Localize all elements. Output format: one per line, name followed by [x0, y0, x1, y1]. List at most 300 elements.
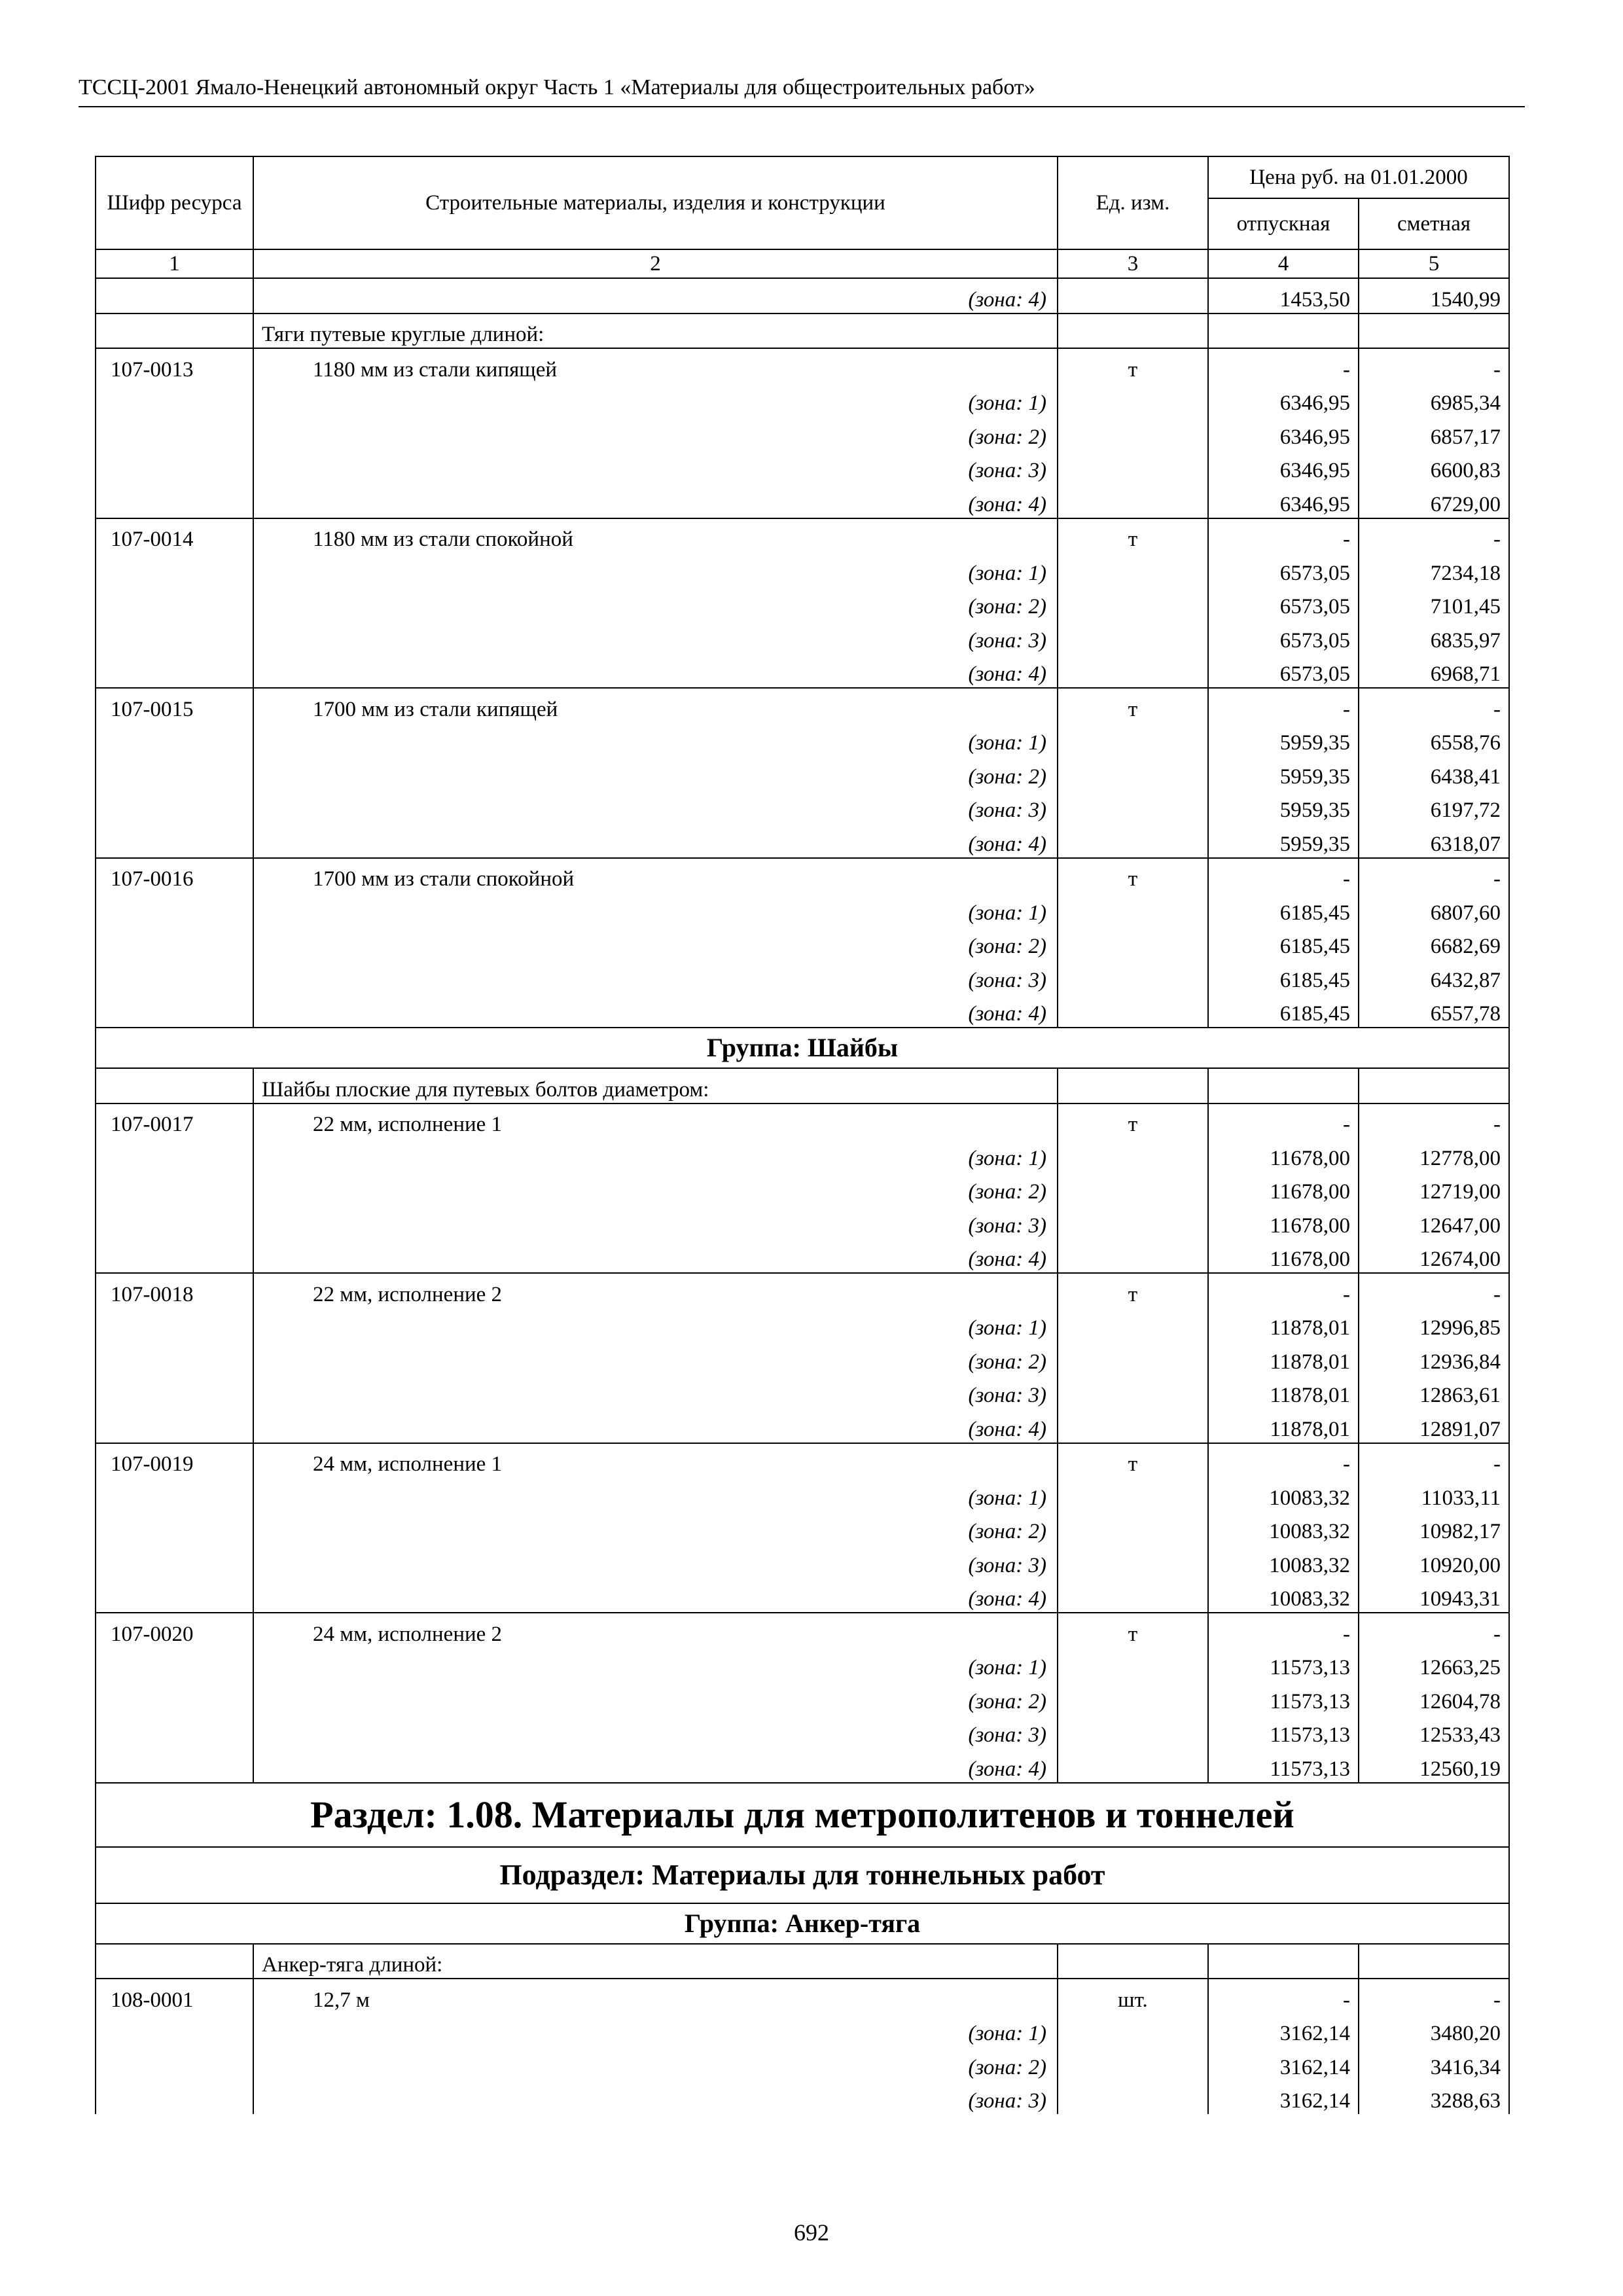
unit-cell [1058, 2047, 1208, 2081]
release-price: 6573,05 [1208, 620, 1359, 654]
estimate-price: 12936,84 [1359, 1341, 1509, 1375]
code-cell [96, 1239, 253, 1274]
header-rule [79, 106, 1525, 107]
release-price: 10083,32 [1208, 1545, 1359, 1579]
unit-cell [1058, 960, 1208, 994]
estimate-price: 1540,99 [1359, 278, 1509, 314]
zone-label: (зона: 2) [253, 2047, 1058, 2081]
zone-label: (зона: 4) [253, 1579, 1058, 1613]
unit-cell [1058, 383, 1208, 417]
zone-price-row [96, 620, 1509, 654]
release-price-cell [1208, 1944, 1359, 1979]
price-table [95, 156, 1510, 2114]
unit-cell [1058, 1944, 1208, 1979]
material-name: 1180 мм из стали спокойной [253, 518, 1058, 553]
unit-cell [1058, 723, 1208, 757]
estimate-price: 6438,41 [1359, 756, 1509, 790]
zone-price-row [96, 2047, 1509, 2081]
estimate-price: 11033,11 [1359, 1477, 1509, 1511]
col-number-5: 5 [1359, 249, 1509, 278]
zone-label: (зона: 2) [253, 756, 1058, 790]
table-row [96, 1443, 1509, 1478]
material-name: 24 мм, исполнение 1 [253, 1443, 1058, 1478]
unit-cell [1058, 1545, 1208, 1579]
release-price: 3162,14 [1208, 2047, 1359, 2081]
release-price: 5959,35 [1208, 756, 1359, 790]
code-cell [96, 994, 253, 1028]
release-price: - [1208, 1443, 1359, 1478]
zone-label: (зона: 3) [253, 620, 1058, 654]
zone-label: (зона: 2) [253, 926, 1058, 960]
zone-label: (зона: 2) [253, 586, 1058, 620]
code-cell [96, 723, 253, 757]
group-heading-row [96, 1028, 1509, 1068]
unit-cell [1058, 1341, 1208, 1375]
code-cell [96, 654, 253, 689]
estimate-price: 6729,00 [1359, 484, 1509, 518]
code-cell [96, 756, 253, 790]
group-heading: Группа: Шайбы [96, 1028, 1509, 1068]
subgroup-intro-text: Тяги путевые круглые длиной: [253, 314, 1058, 349]
material-name: 22 мм, исполнение 2 [253, 1273, 1058, 1308]
zone-label: (зона: 3) [253, 1375, 1058, 1409]
release-price: - [1208, 1613, 1359, 1647]
zone-price-row [96, 1205, 1509, 1239]
estimate-price: 6432,87 [1359, 960, 1509, 994]
subgroup-intro-text: Шайбы плоские для путевых болтов диаметром: [253, 1068, 1058, 1103]
unit-cell [1058, 416, 1208, 450]
estimate-price-cell [1359, 1068, 1509, 1103]
code-cell [96, 552, 253, 586]
release-price: - [1208, 1979, 1359, 2013]
unit-of-measure: т [1058, 348, 1208, 383]
release-price: 11573,13 [1208, 1647, 1359, 1681]
estimate-price: 6835,97 [1359, 620, 1509, 654]
resource-code: 108-0001 [96, 1979, 253, 2013]
resource-code: 107-0020 [96, 1613, 253, 1647]
code-cell [96, 1341, 253, 1375]
table-row [96, 688, 1509, 723]
code-cell [96, 314, 253, 349]
zone-label: (зона: 4) [253, 654, 1058, 689]
unit-cell [1058, 1172, 1208, 1206]
subgroup-intro-row [96, 314, 1509, 349]
estimate-price: 12674,00 [1359, 1239, 1509, 1274]
zone-price-row [96, 960, 1509, 994]
code-cell [96, 2013, 253, 2047]
material-name: 12,7 м [253, 1979, 1058, 2013]
release-price: 6573,05 [1208, 586, 1359, 620]
unit-of-measure: т [1058, 1273, 1208, 1308]
unit-cell [1058, 1308, 1208, 1342]
unit-cell [1058, 1748, 1208, 1783]
unit-cell [1058, 278, 1208, 314]
code-cell [96, 1647, 253, 1681]
zone-price-row [96, 823, 1509, 858]
estimate-price: - [1359, 518, 1509, 553]
zone-label: (зона: 4) [253, 278, 1058, 314]
zone-price-row [96, 416, 1509, 450]
release-price: 11678,00 [1208, 1138, 1359, 1172]
release-price: 11573,13 [1208, 1681, 1359, 1715]
unit-cell [1058, 484, 1208, 518]
code-cell [96, 450, 253, 484]
release-price-cell [1208, 314, 1359, 349]
code-cell [96, 1138, 253, 1172]
zone-label: (зона: 1) [253, 1138, 1058, 1172]
estimate-price: 7101,45 [1359, 586, 1509, 620]
zone-price-row [96, 2013, 1509, 2047]
code-cell [96, 416, 253, 450]
zone-price-row [96, 1545, 1509, 1579]
release-price: 11878,01 [1208, 1375, 1359, 1409]
unit-cell [1058, 926, 1208, 960]
release-price-cell [1208, 1068, 1359, 1103]
unit-cell [1058, 1681, 1208, 1715]
unit-of-measure: т [1058, 1613, 1208, 1647]
zone-price-row [96, 383, 1509, 417]
zone-price-row [96, 552, 1509, 586]
estimate-price: - [1359, 1443, 1509, 1478]
running-header: ТССЦ-2001 Ямало-Ненецкий автономный округ Часть 1 «Материалы для общестроительных работ» [79, 75, 1035, 99]
zone-label: (зона: 4) [253, 823, 1058, 858]
estimate-price: 12533,43 [1359, 1715, 1509, 1749]
zone-price-row [96, 790, 1509, 824]
estimate-price: 6318,07 [1359, 823, 1509, 858]
zone-label: (зона: 1) [253, 1647, 1058, 1681]
estimate-price: 6968,71 [1359, 654, 1509, 689]
estimate-price: - [1359, 1103, 1509, 1138]
zone-price-row [96, 1477, 1509, 1511]
unit-cell [1058, 2081, 1208, 2115]
zone-price-row [96, 586, 1509, 620]
zone-label: (зона: 4) [253, 1748, 1058, 1783]
estimate-price: 12778,00 [1359, 1138, 1509, 1172]
zone-label: (зона: 2) [253, 1172, 1058, 1206]
table-row [96, 1103, 1509, 1138]
section-heading: Раздел: 1.08. Материалы для метрополитенов и тоннелей [96, 1783, 1509, 1847]
col-number-2: 2 [253, 249, 1058, 278]
unit-cell [1058, 1477, 1208, 1511]
estimate-price: 6682,69 [1359, 926, 1509, 960]
estimate-price: 6558,76 [1359, 723, 1509, 757]
release-price: 6185,45 [1208, 892, 1359, 926]
zone-price-row [96, 1579, 1509, 1613]
code-cell [96, 484, 253, 518]
zone-label: (зона: 1) [253, 383, 1058, 417]
material-name: 1700 мм из стали спокойной [253, 858, 1058, 893]
release-price: 11678,00 [1208, 1239, 1359, 1274]
release-price: 11878,01 [1208, 1341, 1359, 1375]
zone-label: (зона: 2) [253, 416, 1058, 450]
release-price: 3162,14 [1208, 2013, 1359, 2047]
zone-price-row [96, 1138, 1509, 1172]
table-row [96, 1613, 1509, 1647]
zone-price-row [96, 1511, 1509, 1545]
code-cell [96, 383, 253, 417]
code-cell [96, 1477, 253, 1511]
estimate-price: 10943,31 [1359, 1579, 1509, 1613]
subgroup-intro-row [96, 1068, 1509, 1103]
col-estimate-header: сметная [1359, 198, 1509, 249]
code-cell [96, 892, 253, 926]
code-cell [96, 1944, 253, 1979]
code-cell [96, 1408, 253, 1443]
zone-label: (зона: 3) [253, 2081, 1058, 2115]
unit-cell [1058, 2013, 1208, 2047]
estimate-price: 12891,07 [1359, 1408, 1509, 1443]
estimate-price: 3480,20 [1359, 2013, 1509, 2047]
zone-label: (зона: 1) [253, 2013, 1058, 2047]
col-price-group-header: Цена руб. на 01.01.2000 [1208, 156, 1509, 198]
estimate-price: 6557,78 [1359, 994, 1509, 1028]
unit-cell [1058, 1408, 1208, 1443]
code-cell [96, 1579, 253, 1613]
release-price: 11573,13 [1208, 1715, 1359, 1749]
zone-price-row [96, 1239, 1509, 1274]
material-name: 1180 мм из стали кипящей [253, 348, 1058, 383]
unit-cell [1058, 620, 1208, 654]
code-cell [96, 1511, 253, 1545]
unit-cell [1058, 1239, 1208, 1274]
resource-code: 107-0018 [96, 1273, 253, 1308]
unit-cell [1058, 1715, 1208, 1749]
release-price: 11878,01 [1208, 1408, 1359, 1443]
unit-of-measure: шт. [1058, 1979, 1208, 2013]
estimate-price: 12996,85 [1359, 1308, 1509, 1342]
resource-code: 107-0019 [96, 1443, 253, 1478]
code-cell [96, 586, 253, 620]
estimate-price: - [1359, 348, 1509, 383]
zone-price-row [96, 1681, 1509, 1715]
release-price: 6185,45 [1208, 960, 1359, 994]
material-name: 22 мм, исполнение 1 [253, 1103, 1058, 1138]
table-row [96, 348, 1509, 383]
zone-price-row [96, 654, 1509, 689]
code-cell [96, 823, 253, 858]
page-number: 692 [794, 2219, 829, 2246]
code-cell [96, 620, 253, 654]
release-price: 3162,14 [1208, 2081, 1359, 2115]
zone-price-row [96, 1715, 1509, 1749]
zone-label: (зона: 2) [253, 1341, 1058, 1375]
release-price: 5959,35 [1208, 723, 1359, 757]
release-price: - [1208, 1103, 1359, 1138]
zone-label: (зона: 3) [253, 1715, 1058, 1749]
zone-label: (зона: 3) [253, 1205, 1058, 1239]
zone-label: (зона: 1) [253, 892, 1058, 926]
resource-code: 107-0013 [96, 348, 253, 383]
code-cell [96, 1172, 253, 1206]
zone-label: (зона: 1) [253, 723, 1058, 757]
zone-price-row [96, 756, 1509, 790]
table-row [96, 1273, 1509, 1308]
subgroup-intro-text: Анкер-тяга длиной: [253, 1944, 1058, 1979]
unit-of-measure: т [1058, 1443, 1208, 1478]
resource-code: 107-0015 [96, 688, 253, 723]
group-heading-row [96, 1903, 1509, 1944]
zone-price-row [96, 1375, 1509, 1409]
unit-cell [1058, 756, 1208, 790]
estimate-price: 10920,00 [1359, 1545, 1509, 1579]
resource-code: 107-0016 [96, 858, 253, 893]
code-cell [96, 1681, 253, 1715]
zone-label: (зона: 3) [253, 1545, 1058, 1579]
unit-cell [1058, 1375, 1208, 1409]
estimate-price: - [1359, 688, 1509, 723]
estimate-price: - [1359, 858, 1509, 893]
estimate-price-cell [1359, 314, 1509, 349]
zone-label: (зона: 2) [253, 1681, 1058, 1715]
estimate-price: 6600,83 [1359, 450, 1509, 484]
table-body [96, 278, 1509, 2114]
release-price: 6346,95 [1208, 450, 1359, 484]
estimate-price-cell [1359, 1944, 1509, 1979]
release-price: - [1208, 1273, 1359, 1308]
estimate-price: 12863,61 [1359, 1375, 1509, 1409]
unit-cell [1058, 654, 1208, 689]
estimate-price: 12647,00 [1359, 1205, 1509, 1239]
zone-price-row [96, 926, 1509, 960]
release-price: - [1208, 858, 1359, 893]
zone-price-row [96, 278, 1509, 314]
unit-cell [1058, 586, 1208, 620]
estimate-price: 12604,78 [1359, 1681, 1509, 1715]
code-cell [96, 1715, 253, 1749]
zone-label: (зона: 1) [253, 1477, 1058, 1511]
zone-price-row [96, 1341, 1509, 1375]
release-price: 10083,32 [1208, 1511, 1359, 1545]
col-code-header: Шифр ресурса [96, 156, 253, 249]
unit-cell [1058, 314, 1208, 349]
code-cell [96, 1068, 253, 1103]
zone-price-row [96, 1748, 1509, 1783]
unit-of-measure: т [1058, 1103, 1208, 1138]
unit-cell [1058, 823, 1208, 858]
code-cell [96, 1308, 253, 1342]
col-name-header: Строительные материалы, изделия и конструкции [253, 156, 1058, 249]
estimate-price: 6985,34 [1359, 383, 1509, 417]
release-price: 6346,95 [1208, 383, 1359, 417]
code-cell [96, 960, 253, 994]
release-price: - [1208, 518, 1359, 553]
zone-price-row [96, 450, 1509, 484]
col-number-4: 4 [1208, 249, 1359, 278]
code-cell [96, 926, 253, 960]
release-price: 6346,95 [1208, 484, 1359, 518]
estimate-price: 12719,00 [1359, 1172, 1509, 1206]
code-cell [96, 790, 253, 824]
subsection-heading-row [96, 1847, 1509, 1903]
release-price: 10083,32 [1208, 1477, 1359, 1511]
zone-price-row [96, 994, 1509, 1028]
zone-label: (зона: 2) [253, 1511, 1058, 1545]
unit-cell [1058, 552, 1208, 586]
release-price: 6185,45 [1208, 994, 1359, 1028]
code-cell [96, 1205, 253, 1239]
subgroup-intro-row [96, 1944, 1509, 1979]
col-release-header: отпускная [1208, 198, 1359, 249]
zone-price-row [96, 1647, 1509, 1681]
zone-label: (зона: 4) [253, 1239, 1058, 1274]
zone-label: (зона: 3) [253, 450, 1058, 484]
code-cell [96, 1545, 253, 1579]
estimate-price: 3288,63 [1359, 2081, 1509, 2115]
code-cell [96, 278, 253, 314]
material-name: 1700 мм из стали кипящей [253, 688, 1058, 723]
zone-label: (зона: 3) [253, 960, 1058, 994]
release-price: 5959,35 [1208, 823, 1359, 858]
unit-of-measure: т [1058, 518, 1208, 553]
zone-price-row [96, 2081, 1509, 2115]
release-price: 11878,01 [1208, 1308, 1359, 1342]
unit-cell [1058, 1647, 1208, 1681]
release-price: 6573,05 [1208, 552, 1359, 586]
group-heading: Группа: Анкер-тяга [96, 1903, 1509, 1944]
code-cell [96, 2081, 253, 2115]
release-price: 11678,00 [1208, 1172, 1359, 1206]
release-price: 10083,32 [1208, 1579, 1359, 1613]
unit-cell [1058, 892, 1208, 926]
release-price: - [1208, 348, 1359, 383]
release-price: 6185,45 [1208, 926, 1359, 960]
unit-cell [1058, 1511, 1208, 1545]
zone-price-row [96, 892, 1509, 926]
unit-of-measure: т [1058, 858, 1208, 893]
zone-label: (зона: 4) [253, 484, 1058, 518]
zone-price-row [96, 723, 1509, 757]
estimate-price: 6197,72 [1359, 790, 1509, 824]
unit-cell [1058, 1205, 1208, 1239]
estimate-price: 6857,17 [1359, 416, 1509, 450]
table-row [96, 518, 1509, 553]
section-heading-row [96, 1783, 1509, 1847]
release-price: 11573,13 [1208, 1748, 1359, 1783]
estimate-price: 6807,60 [1359, 892, 1509, 926]
unit-cell [1058, 1068, 1208, 1103]
zone-price-row [96, 1308, 1509, 1342]
col-number-1: 1 [96, 249, 253, 278]
release-price: 11678,00 [1208, 1205, 1359, 1239]
zone-price-row [96, 1172, 1509, 1206]
release-price: 6346,95 [1208, 416, 1359, 450]
unit-cell [1058, 1579, 1208, 1613]
subsection-heading: Подраздел: Материалы для тоннельных работ [96, 1847, 1509, 1903]
table-row [96, 1979, 1509, 2013]
code-cell [96, 2047, 253, 2081]
col-unit-header: Ед. изм. [1058, 156, 1208, 249]
zone-label: (зона: 4) [253, 1408, 1058, 1443]
estimate-price: - [1359, 1273, 1509, 1308]
resource-code: 107-0017 [96, 1103, 253, 1138]
estimate-price: 3416,34 [1359, 2047, 1509, 2081]
release-price: - [1208, 688, 1359, 723]
unit-of-measure: т [1058, 688, 1208, 723]
estimate-price: 7234,18 [1359, 552, 1509, 586]
resource-code: 107-0014 [96, 518, 253, 553]
zone-label: (зона: 3) [253, 790, 1058, 824]
zone-price-row [96, 1408, 1509, 1443]
zone-label: (зона: 1) [253, 1308, 1058, 1342]
code-cell [96, 1748, 253, 1783]
unit-cell [1058, 450, 1208, 484]
unit-cell [1058, 790, 1208, 824]
estimate-price: 12663,25 [1359, 1647, 1509, 1681]
release-price: 1453,50 [1208, 278, 1359, 314]
unit-cell [1058, 994, 1208, 1028]
material-name: 24 мм, исполнение 2 [253, 1613, 1058, 1647]
estimate-price: 10982,17 [1359, 1511, 1509, 1545]
